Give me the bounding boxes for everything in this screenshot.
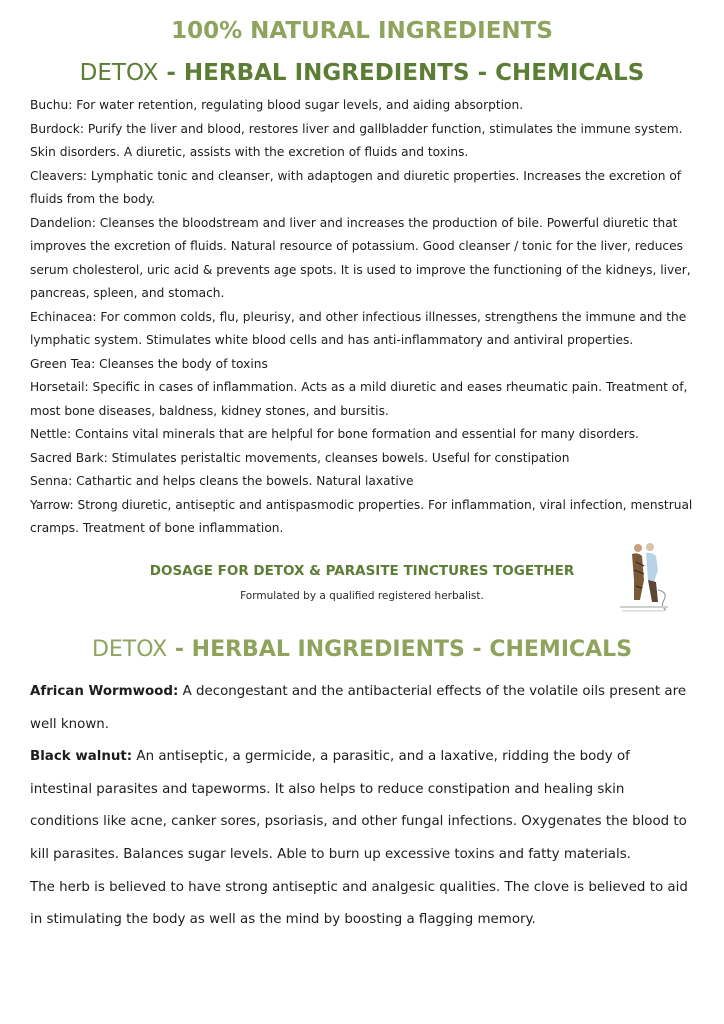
- ingredient-name: African Wormwood:: [30, 684, 179, 699]
- ingredient-item: Buchu: For water retention, regulating blood sugar levels, and aiding absorption.: [30, 98, 524, 112]
- ingredient-item: Green Tea: Cleanses the body of toxins: [30, 356, 268, 371]
- ingredient-item: Horsetail: Specific in cases of inflammation. Acts as a mild diuretic and eases rheumatic pain. Treatment of, most bone diseases, baldness, kidney stones, and bursitis.: [30, 380, 688, 418]
- ingredient-item: Senna: Cathartic and helps cleans the bowels. Natural laxative: [30, 474, 414, 488]
- ingredient-item: Dandelion: Cleanses the bloodstream and liver and increases the production of bile. Powerful diuretic that improves the excretion of fluids. Natural resource of potassium. Good cleanser / tonic for the liver, reduces serum cholesterol, uric acid & prevents age spots. It is used to improve the functioning of the kidneys, liver, pancreas, spleen, and stomach.: [30, 215, 691, 300]
- heading-light-part: DETOX: [79, 60, 159, 86]
- ingredient-item: Sacred Bark: Stimulates peristaltic movements, cleanses bowels. Useful for constipation: [30, 450, 570, 465]
- section-heading-parasite: [0, 637, 724, 662]
- ingredient-item: Burdock: Purify the liver and blood, restores liver and gallbladder function, stimulates the immune system. Skin disorders. A diuretic, assists with the excretion of fluids and toxins.: [30, 121, 683, 159]
- closing-paragraph: The herb is believed to have strong antiseptic and analgesic qualities. The clove is believed to aid in stimulating the body as well as the mind by boosting a flagging memory.: [30, 879, 688, 928]
- detox-ingredient-list: [30, 94, 696, 541]
- ingredient-item: Cleavers: Lymphatic tonic and cleanser, with adaptogen and diuretic properties. Increases the excretion of fluids from the body.: [30, 168, 682, 206]
- dosage-subtitle: Formulated by a qualified registered herbalist.: [240, 590, 484, 602]
- heading-bold-part: - HERBAL INGREDIENTS - CHEMICALS: [167, 637, 633, 662]
- herbal-illustration-image: [618, 540, 670, 616]
- ingredient-item: Echinacea: For common colds, flu, pleurisy, and other infectious illnesses, strengthens the immune and the lymphatic system. Stimulates white blood cells and has anti-inflammatory and antiviral properties.: [30, 309, 687, 347]
- parasite-ingredient-list: [30, 676, 690, 937]
- ingredient-item: Nettle: Contains vital minerals that are helpful for bone formation and essential for many disorders.: [30, 427, 639, 441]
- ingredient-description: An antiseptic, a germicide, a parasitic, and a laxative, ridding the body of intestinal parasites and tapeworms. It also helps to reduce constipation and healing skin conditions like acne, canker sores, psoriasis, and other fungal infections. Oxygenates the blood to kill parasites. Balances sugar levels. Able to burn up excessive toxins and fatty materials.: [30, 749, 687, 862]
- ingredient-description: A decongestant and the antibacterial effects of the volatile oils present are well known.: [30, 684, 687, 732]
- section-heading-detox: [0, 60, 724, 86]
- ingredient-name: Black walnut:: [30, 749, 133, 765]
- ingredient-item: [30, 676, 690, 741]
- ingredient-item: Yarrow: Strong diuretic, antiseptic and antispasmodic properties. For inflammation, viral infection, menstrual cramps. Treatment of bone inflammation.: [30, 497, 693, 535]
- heading-light-part: DETOX: [91, 637, 168, 662]
- ingredient-item: [30, 741, 690, 871]
- dosage-title: DOSAGE FOR DETOX & PARASITE TINCTURES TOGETHER: [149, 563, 575, 579]
- page-title: 100% NATURAL INGREDIENTS: [171, 18, 553, 44]
- heading-bold-part: - HERBAL INGREDIENTS - CHEMICALS: [158, 60, 645, 86]
